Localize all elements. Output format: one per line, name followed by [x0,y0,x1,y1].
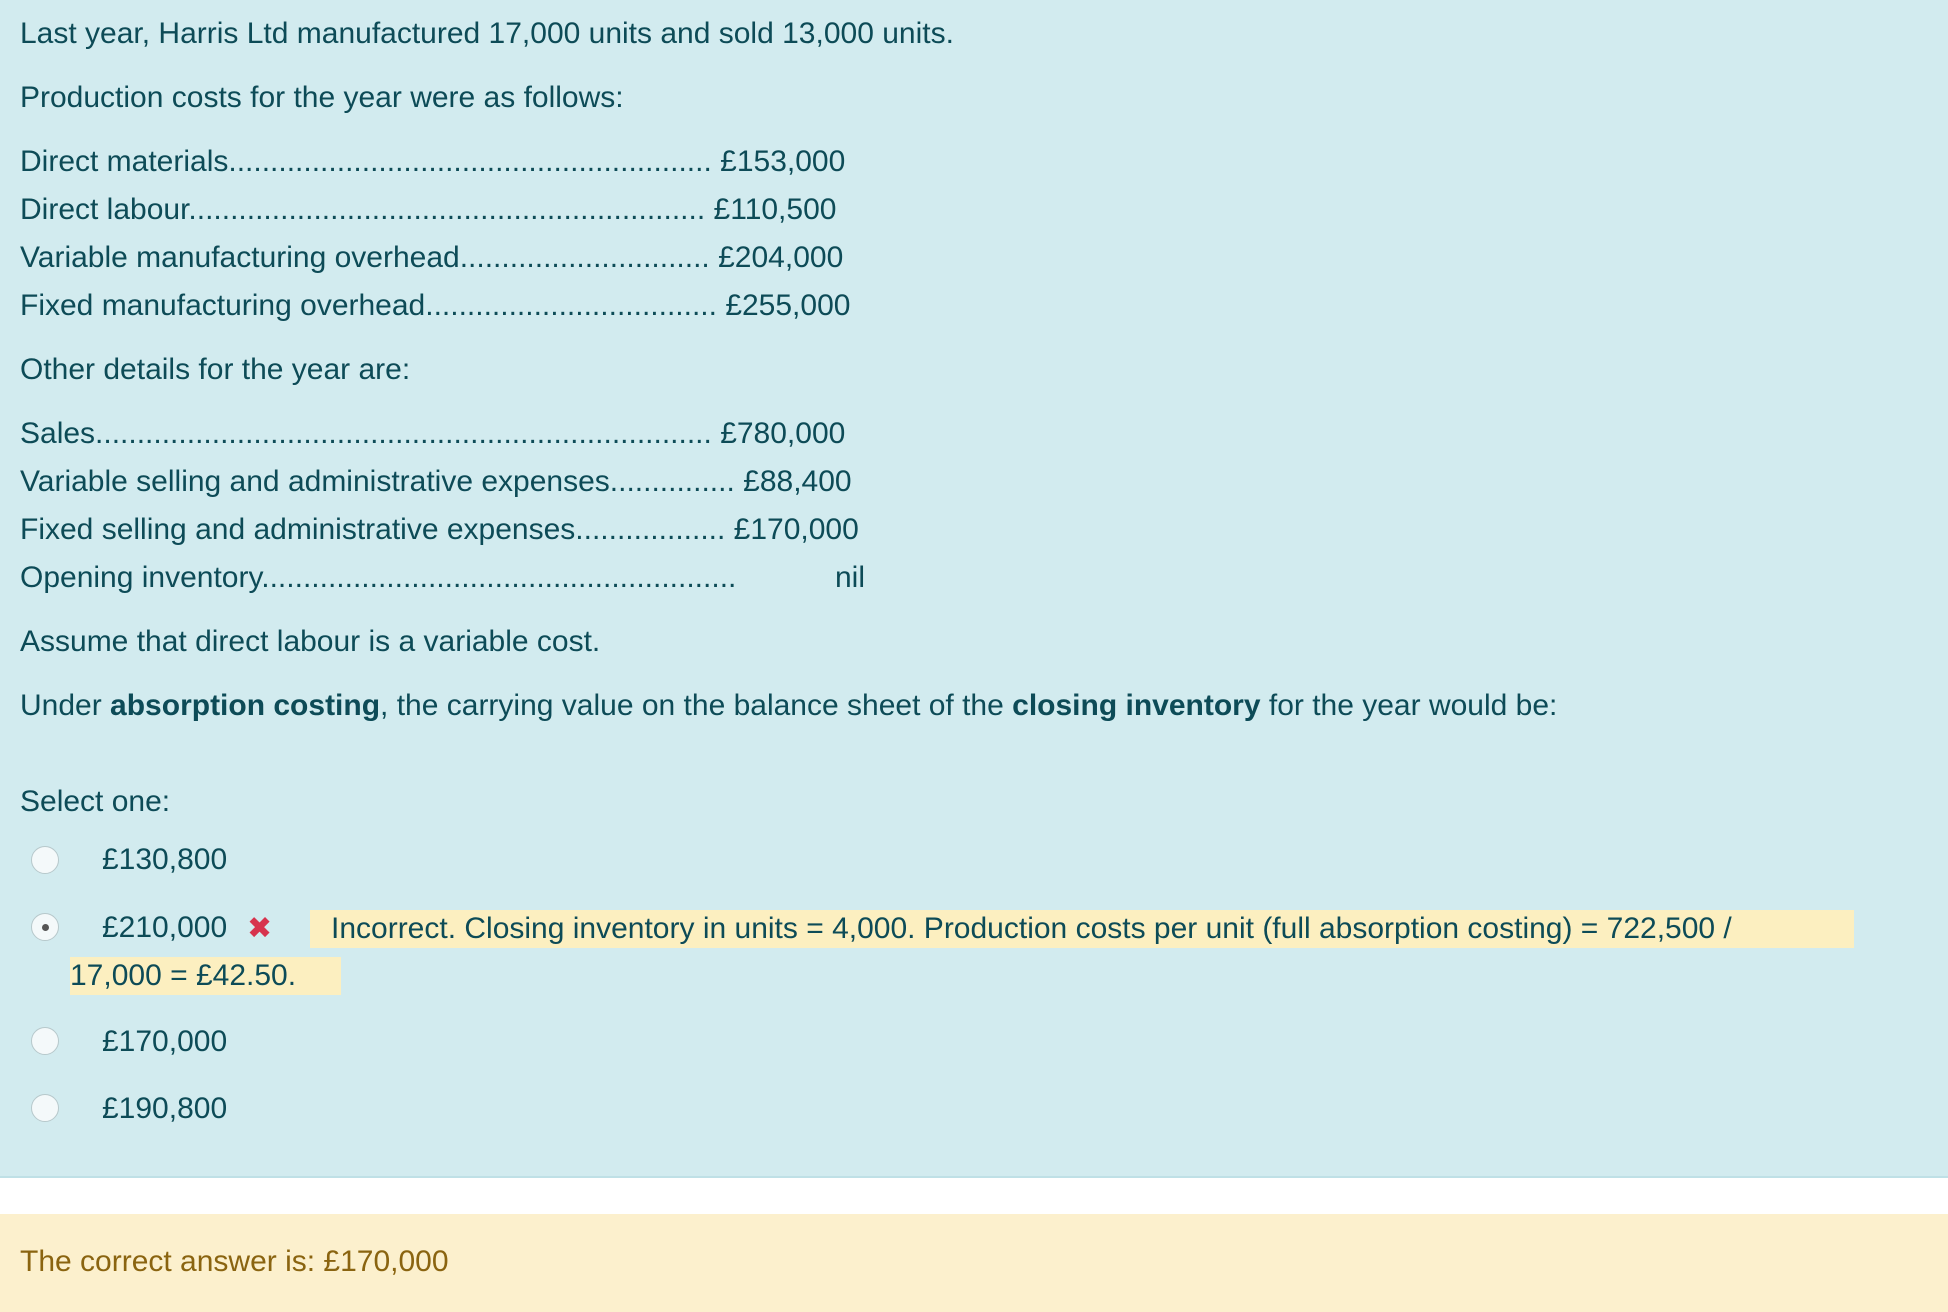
leader-dots: .................. [575,513,726,546]
detail-row-fixed-selling [20,512,859,548]
cost-row-direct-materials [20,144,845,180]
answer-label-d[interactable]: £190,800 [102,1092,228,1125]
prompt-text: Under [20,689,111,722]
answer-label-a[interactable]: £130,800 [102,843,228,876]
select-one-label: Select one: [20,785,171,818]
answer-radio-c[interactable] [31,1027,59,1055]
assumption-text: Assume that direct labour is a variable cost. [20,625,601,658]
detail-row-sales [20,416,845,452]
prompt-text: , the carrying value on the balance sheet of the [380,689,1013,722]
leader-dots: .......................................................................... [95,417,712,450]
detail-label: Fixed selling and administrative expenses [20,513,576,546]
feedback-text: Incorrect. Closing inventory in units = 4,000. Production costs per unit (full absorption costing) = 722,500 / [331,912,1732,945]
incorrect-icon: ✖ [247,912,273,945]
question-intro: Last year, Harris Ltd manufactured 17,000 units and sold 13,000 units. [20,17,954,50]
cost-amount: £153,000 [720,145,846,178]
correct-answer-panel [0,1214,1948,1312]
cost-row-variable-overhead [20,240,843,276]
cost-label: Direct labour [20,193,189,226]
feedback-box-continued [70,957,341,995]
detail-amount: £170,000 [733,513,859,546]
cost-label: Fixed manufacturing overhead [20,289,426,322]
other-details-heading: Other details for the year are: [20,353,411,386]
detail-label: Variable selling and administrative expenses [20,465,610,498]
cost-amount: £204,000 [718,241,844,274]
cost-row-direct-labour [20,192,836,228]
detail-amount: £88,400 [743,465,852,498]
leader-dots: .............................. [459,241,710,274]
prompt-emphasis: absorption costing [110,689,381,722]
prompt-emphasis: closing inventory [1012,689,1261,722]
leader-dots: ......................................................... [261,561,737,594]
answer-label-b[interactable]: £210,000 [102,911,228,944]
cost-label: Direct materials [20,145,229,178]
detail-row-opening-inventory [20,560,736,596]
answer-radio-d[interactable] [31,1094,59,1122]
feedback-text: 17,000 = £42.50. [70,959,297,992]
answer-radio-a[interactable] [31,846,59,874]
detail-amount: £780,000 [720,417,846,450]
detail-amount: nil [835,561,866,594]
answer-label-c[interactable]: £170,000 [102,1025,228,1058]
answer-radio-b[interactable] [31,913,59,941]
leader-dots: ................................... [425,289,717,322]
cost-row-fixed-overhead [20,288,850,324]
detail-label: Sales [20,417,96,450]
production-costs-heading: Production costs for the year were as follows: [20,81,624,114]
detail-row-variable-selling [20,464,852,500]
cost-label: Variable manufacturing overhead [20,241,460,274]
leader-dots: ............... [609,465,735,498]
prompt-text: for the year would be: [1260,689,1558,722]
cost-amount: £110,500 [713,193,837,226]
leader-dots: .............................................................. [188,193,706,226]
leader-dots: .......................................................... [228,145,712,178]
detail-label: Opening inventory [20,561,262,594]
cost-amount: £255,000 [725,289,851,322]
feedback-box [310,910,1854,948]
correct-answer-text: The correct answer is: £170,000 [20,1245,449,1278]
question-prompt [20,688,1557,724]
